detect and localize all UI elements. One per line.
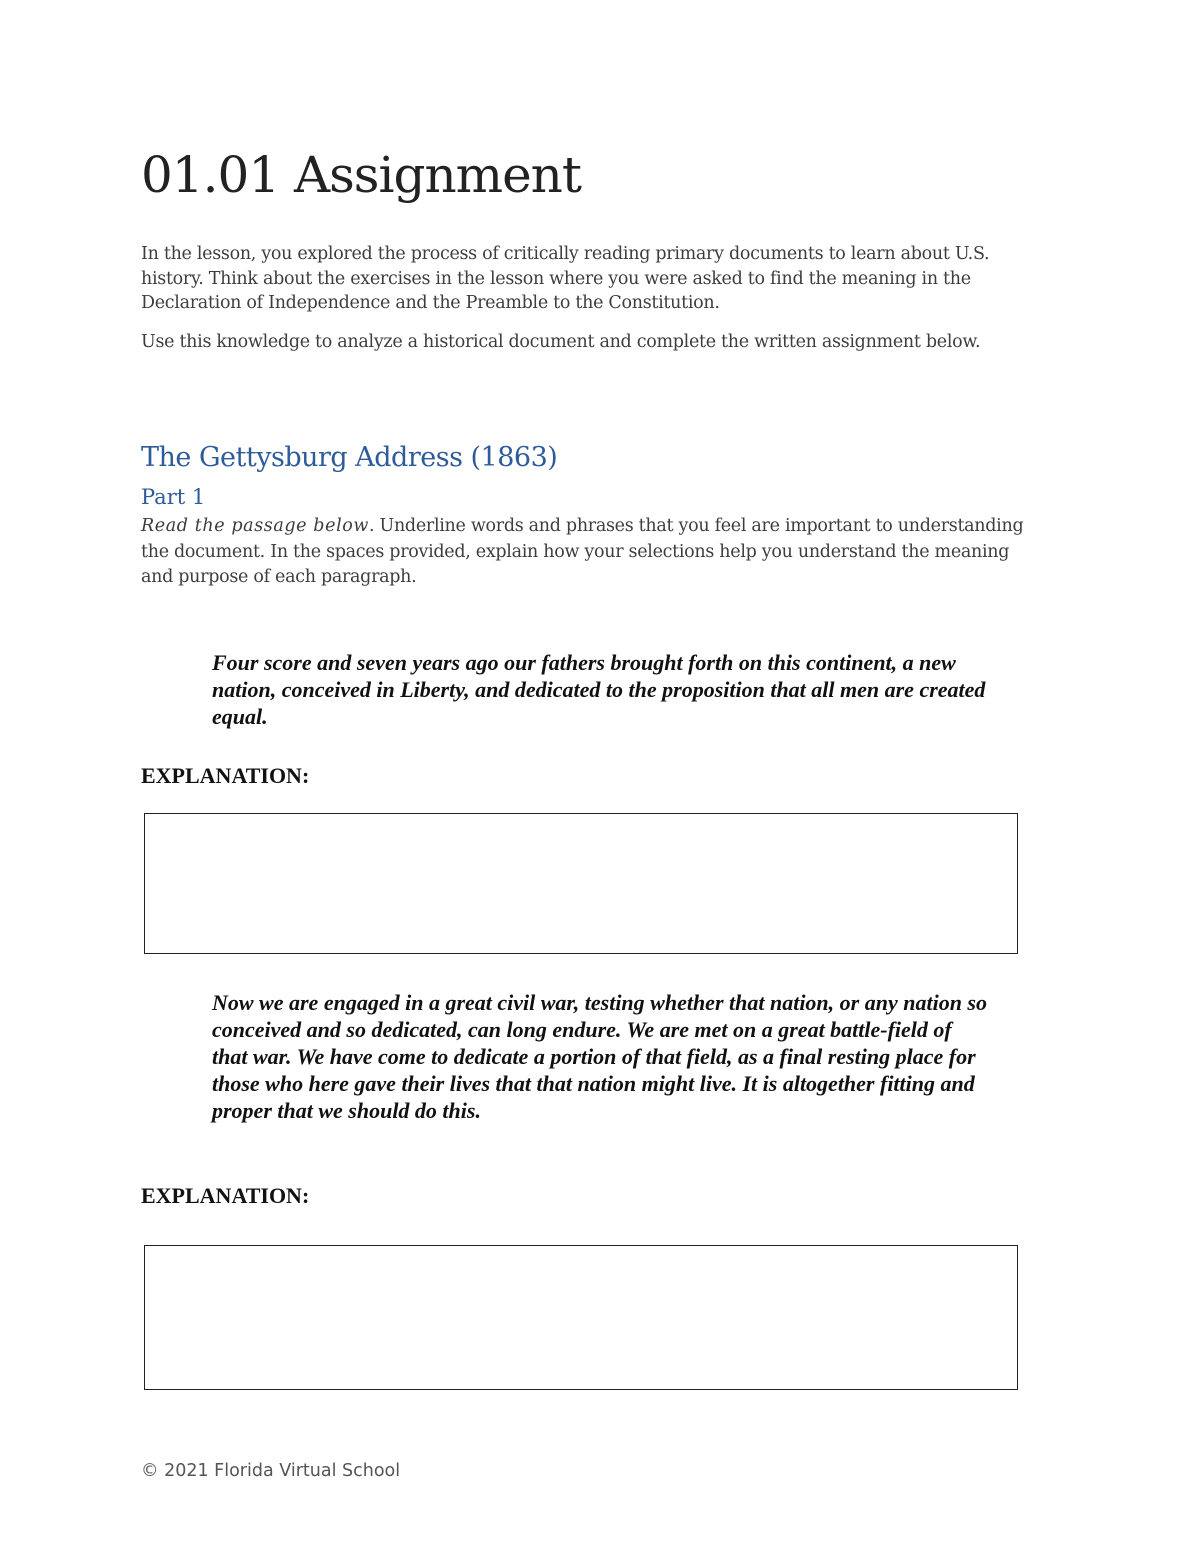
passage-2: Now we are engaged in a great civil war, testing whether that nation, or any nation so conceived and so dedicated, can long endure. We are met on a great battle-field of that war. We have come to dedicate a portion of that field, as a final resting place for those who here gave their lives that that nation might live. It is altogether fitting and proper that we should do this. xyxy=(212,990,987,1123)
assignment-page xyxy=(141,0,1041,1553)
explanation-input-1[interactable] xyxy=(144,813,1018,954)
instructions-rest: . Underline words and phrases that you feel are important to understanding the document. In the spaces provided, explain how your selections help you understand the meaning and purpose of each paragraph. xyxy=(141,516,1024,587)
passage-1: Four score and seven years ago our fathers brought forth on this continent, a new nation, conceived in Liberty, and dedicated to the proposition that all men are created equal. xyxy=(212,650,986,729)
instructions-lead: Read the passage below xyxy=(141,516,369,536)
intro-paragraph-1: In the lesson, you explored the process of critically reading primary documents to learn about U.S. history. Think about the exercises in the lesson where you were asked to find the meaning in the Declaration of Independence and the Preamble to the Constitution. xyxy=(141,244,990,313)
part-heading: Part 1 xyxy=(141,485,206,509)
copyright-footer: © 2021 Florida Virtual School xyxy=(141,1461,401,1481)
page-title: 01.01 Assignment xyxy=(141,146,581,204)
section-heading: The Gettysburg Address (1863) xyxy=(141,442,558,473)
intro-section xyxy=(141,242,1041,368)
explanation-label-2: EXPLANATION: xyxy=(141,1183,310,1208)
explanation-label-1: EXPLANATION: xyxy=(141,763,310,788)
instructions xyxy=(141,514,1041,591)
explanation-input-2[interactable] xyxy=(144,1245,1018,1390)
intro-paragraph-2: Use this knowledge to analyze a historical document and complete the written assignment below. xyxy=(141,331,981,352)
